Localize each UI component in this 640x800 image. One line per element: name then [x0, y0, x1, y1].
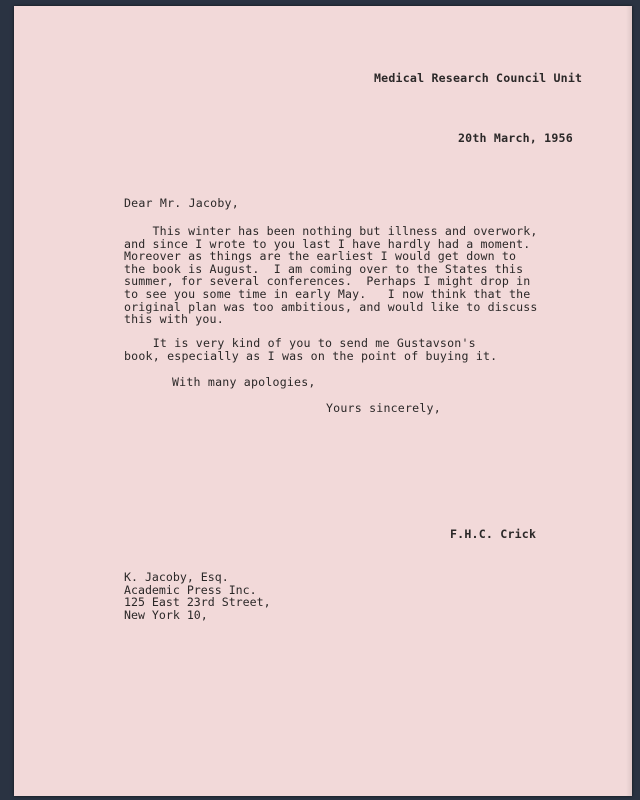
apology-line: With many apologies,: [172, 375, 316, 389]
letter-date: 20th March, 1956: [458, 131, 573, 145]
salutation: Dear Mr. Jacoby,: [124, 196, 239, 210]
signature-name: F.H.C. Crick: [450, 527, 537, 541]
letterhead: Medical Research Council Unit: [374, 71, 583, 85]
letter-page: [14, 6, 632, 796]
recipient-address: K. Jacoby, Esq. Academic Press Inc. 125 East 23rd Street, New York 10,: [124, 570, 271, 622]
closing-line: Yours sincerely,: [326, 401, 441, 415]
page-edge-shadow: [626, 6, 632, 796]
body-paragraph-2: It is very kind of you to send me Gustavson's book, especially as I was on the point of buying it.: [124, 336, 498, 363]
body-paragraph-1: This winter has been nothing but illness and overwork, and since I wrote to you last I have hardly had a moment. Moreover as things are the earliest I would get down to the book is August. I am coming over to the States this summer, for several conferences. Perhaps I might drop in to see you some time in early May. I now think that the original plan was too ambitious, and would like to discuss this with you.: [124, 224, 538, 327]
